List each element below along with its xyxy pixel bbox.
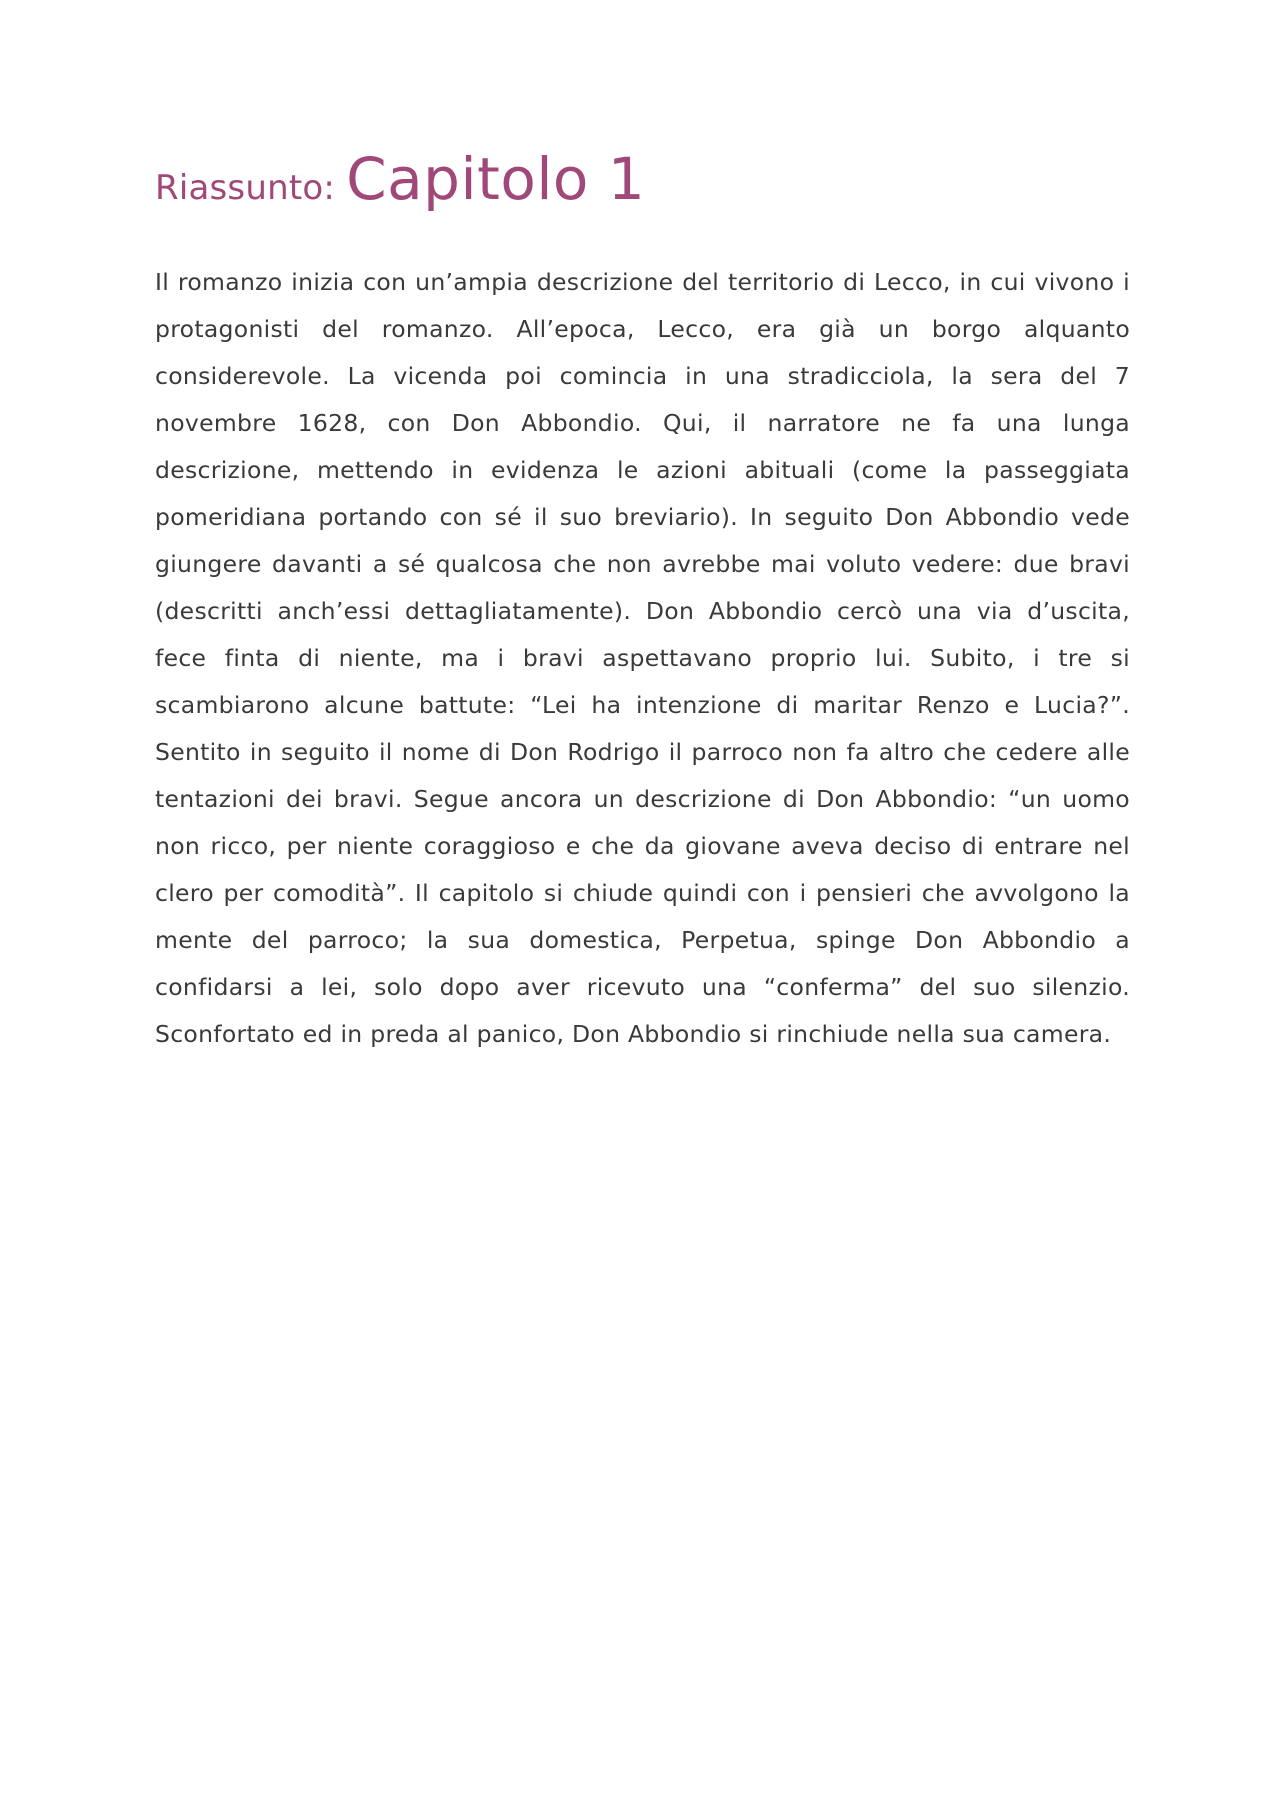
page-title	[155, 145, 646, 213]
summary-paragraph: Il romanzo inizia con un’ampia descrizione del territorio di Lecco, in cui vivono i protagonisti del romanzo. All’epoca, Lecco, era già un borgo alquanto considerevole. La vicenda poi comincia in una stradicciola, la sera del 7 novembre 1628, con Don Abbondio. Qui, il narratore ne fa una lunga descrizione, mettendo in evidenza le azioni abituali (come la passeggiata pomeridiana portando con sé il suo breviario). In seguito Don Abbondio vede giungere davanti a sé qualcosa che non avrebbe mai voluto vedere: due bravi (descritti anch’essi dettagliatamente). Don Abbondio cercò una via d’uscita, fece finta di niente, ma i bravi aspettavano proprio lui. Subito, i tre si scambiarono alcune battute: “Lei ha intenzione di maritar Renzo e Lucia?”. Sentito in seguito il nome di Don Rodrigo il parroco non fa altro che cedere alle tentazioni dei bravi. Segue ancora un descrizione di Don Abbondio: “un uomo non ricco, per niente coraggioso e che da giovane aveva deciso di entrare nel clero per comodità”. Il capitolo si chiude quindi con i pensieri che avvolgono la mente del parroco; la sua domestica, Perpetua, spinge Don Abbondio a confidarsi a lei, solo dopo aver ricevuto una “conferma” del suo silenzio. Sconfortato ed in preda al panico, Don Abbondio si rinchiude nella sua camera.	[155, 268, 1130, 1048]
chapter-title: Capitolo 1	[346, 145, 646, 213]
title-label: Riassunto:	[155, 168, 336, 208]
